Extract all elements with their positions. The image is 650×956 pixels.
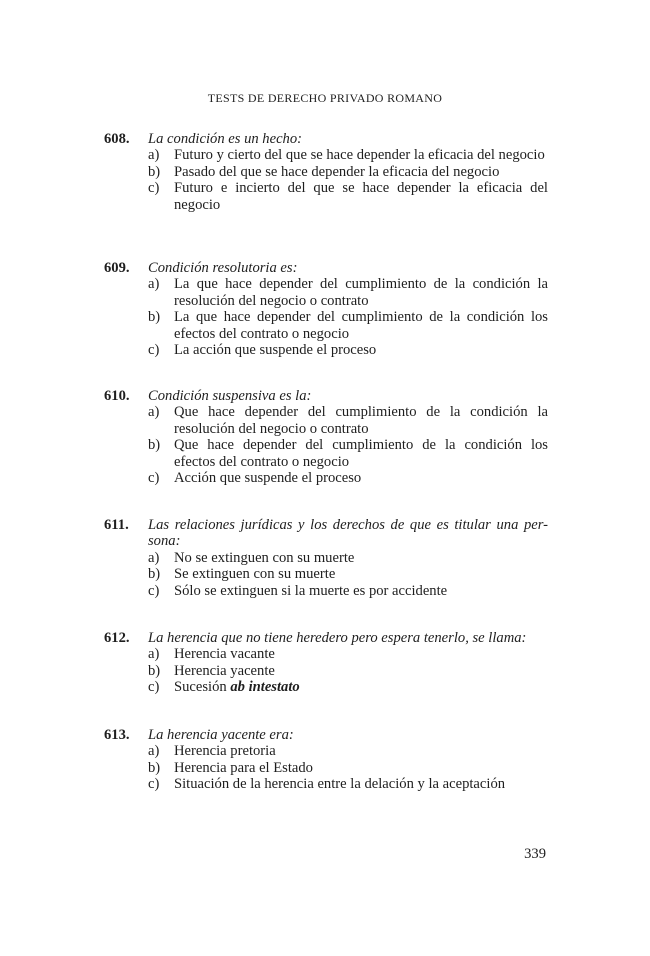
answer-option-a (148, 550, 548, 566)
option-text: Herencia vacante (174, 646, 275, 663)
answer-option-c (148, 342, 548, 358)
answer-option-b (148, 760, 548, 776)
answer-option-c (148, 679, 548, 695)
option-text: La que hace depender del cumplimiento de la condición los efectos del contrato o negocio (174, 309, 548, 342)
option-letter: a) (148, 646, 160, 663)
option-letter: a) (148, 549, 160, 566)
page-number: 339 (524, 846, 546, 862)
question-text: La herencia que no tiene heredero pero espera tenerlo, se llama: (148, 630, 527, 646)
option-text-plain: Sucesión (174, 679, 231, 696)
option-letter: b) (148, 759, 161, 776)
option-text: La que hace depender del cumplimiento de la condición la resolución del negocio o contrato (174, 276, 548, 309)
answer-option-c (148, 583, 548, 599)
option-text: Herencia para el Estado (174, 759, 313, 776)
answer-option-a (148, 404, 548, 437)
answer-option-b (148, 164, 548, 180)
option-text: Que hace depender del cumplimiento de la condición los efectos del contrato o negocio (174, 437, 548, 470)
question-610 (104, 388, 548, 486)
question-611 (104, 517, 548, 599)
answer-option-c (148, 776, 548, 792)
answer-options (104, 646, 548, 695)
question-heading (104, 727, 548, 743)
option-letter: b) (148, 662, 161, 679)
question-heading (104, 260, 548, 276)
option-text: Situación de la herencia entre la delación y la aceptación (174, 776, 506, 793)
answer-options (104, 147, 548, 213)
option-letter: c) (148, 180, 160, 197)
option-text-emphasis: ab intestato (230, 679, 300, 696)
question-number: 613. (104, 727, 130, 743)
option-letter: b) (148, 309, 161, 326)
question-number: 608. (104, 131, 130, 147)
option-text: Herencia yacente (174, 662, 275, 679)
option-letter: c) (148, 342, 160, 359)
option-letter: c) (148, 776, 160, 793)
answer-option-b (148, 663, 548, 679)
answer-option-b (148, 566, 548, 582)
option-letter: a) (148, 404, 160, 421)
question-number: 611. (104, 517, 129, 533)
option-text: Pasado del que se hace depender la eficacia del negocio (174, 163, 500, 180)
question-heading (104, 630, 548, 646)
question-number: 609. (104, 260, 130, 276)
option-text (174, 679, 548, 695)
question-text: La herencia yacente era: (148, 727, 294, 743)
question-608 (104, 131, 548, 213)
question-text: Condición suspensiva es la: (148, 388, 312, 404)
question-heading (104, 131, 548, 147)
option-text: Sólo se extinguen si la muerte es por accidente (174, 582, 448, 599)
answer-options (104, 550, 548, 599)
answer-option-c (148, 470, 548, 486)
option-text: Que hace depender del cumplimiento de la condición la resolución del negocio o contrato (174, 404, 548, 437)
question-heading (104, 388, 548, 404)
answer-option-a (148, 743, 548, 759)
question-text: Condición resolutoria es: (148, 260, 298, 276)
running-header: TESTS DE DERECHO PRIVADO ROMANO (207, 91, 443, 105)
answer-option-b (148, 437, 548, 470)
answer-option-b (148, 309, 548, 342)
option-text: Futuro y cierto del que se hace depender la eficacia del negocio (174, 147, 545, 164)
question-text: Las relaciones jurídicas y los derechos de que es titular una per-sona: (148, 517, 548, 550)
question-613 (104, 727, 548, 793)
option-text: Futuro e incierto del que se hace depender la eficacia del negocio (174, 180, 548, 213)
option-letter: a) (148, 276, 160, 293)
question-text: La condición es un hecho: (148, 131, 303, 147)
option-letter: a) (148, 147, 160, 164)
question-number: 610. (104, 388, 130, 404)
question-609 (104, 260, 548, 358)
option-text: La acción que suspende el proceso (174, 342, 377, 359)
option-text: Acción que suspende el proceso (174, 470, 362, 487)
option-letter: a) (148, 743, 160, 760)
question-612 (104, 630, 548, 696)
option-letter: b) (148, 437, 161, 454)
answer-option-a (148, 646, 548, 662)
option-letter: c) (148, 582, 160, 599)
answer-options (104, 404, 548, 486)
answer-option-a (148, 147, 548, 163)
question-heading (104, 517, 548, 550)
answer-option-c (148, 180, 548, 213)
answer-option-a (148, 276, 548, 309)
option-text: No se extinguen con su muerte (174, 549, 355, 566)
option-text: Se extinguen con su muerte (174, 566, 336, 583)
answer-options (104, 276, 548, 358)
option-text: Herencia pretoria (174, 743, 276, 760)
answer-options (104, 743, 548, 792)
question-number: 612. (104, 630, 130, 646)
option-letter: c) (148, 679, 160, 696)
option-letter: b) (148, 566, 161, 583)
option-letter: c) (148, 470, 160, 487)
option-letter: b) (148, 163, 161, 180)
